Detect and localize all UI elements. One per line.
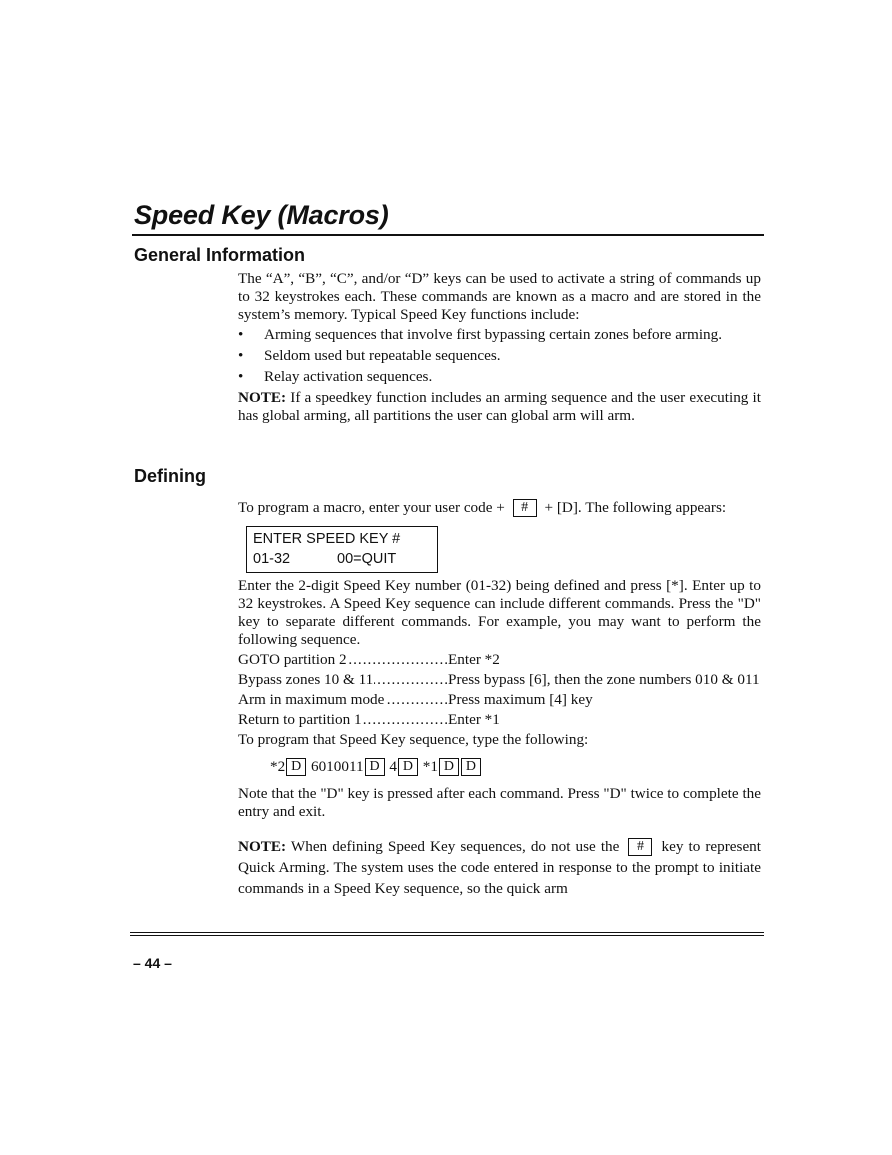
program-macro-text-end: + [D]. The following appears: — [540, 499, 727, 516]
display-line-2 — [253, 549, 431, 569]
sequence-row — [238, 671, 761, 689]
sequence-action: Arm in maximum mode — [238, 691, 385, 708]
speed-key-functions-list — [238, 326, 761, 386]
d-key: D — [461, 758, 481, 776]
footer-rule — [130, 935, 764, 936]
section-heading-general-information: General Information — [134, 245, 306, 265]
d-key-note-paragraph: Note that the "D" key is pressed after each command. Press "D" twice to complete the entry and exit. — [238, 785, 761, 820]
note-text: When defining Speed Key sequences, do not use the — [286, 838, 625, 855]
d-key: D — [286, 758, 306, 776]
footer-rule — [130, 932, 764, 933]
program-macro-text: To program a macro, enter your user code + — [238, 499, 509, 516]
type-following-paragraph: To program that Speed Key sequence, type the following: — [238, 731, 589, 748]
sequence-action: Return to partition 1 — [238, 711, 362, 728]
d-key: D — [439, 758, 459, 776]
sequence-row — [238, 651, 761, 669]
page-title: Speed Key (Macros) — [134, 200, 389, 230]
display-quit: 00=QUIT — [337, 551, 397, 567]
keyseq-text: *1 — [418, 758, 438, 775]
defining-section — [238, 496, 761, 899]
sequence-action: Bypass zones 10 & 11 — [238, 671, 374, 688]
sequence-entry: Press maximum [4] key — [448, 691, 593, 708]
general-intro-paragraph: The “A”, “B”, “C”, and/or “D” keys can be used to activate a string of commands up to 32 keystrokes each. These commands are known as a macro and are stored in the system’s memory. Typical Speed Key functions include: — [238, 270, 761, 323]
page-number: – 44 – — [133, 955, 172, 971]
list-item: • Seldom used but repeatable sequences. — [238, 347, 761, 365]
section-heading-defining: Defining — [134, 466, 206, 486]
sequence-entry: Enter *1 — [448, 711, 500, 728]
enter-speed-key-paragraph: Enter the 2-digit Speed Key number (01-32) being defined and press [*]. Enter up to 32 keystrokes. A Speed Key sequence can include different commands. Press the "D" key to separate different commands. For example, you may want to perform the following sequence. — [238, 577, 761, 648]
program-macro-paragraph — [238, 496, 761, 519]
keyseq-text: 4 — [385, 758, 397, 775]
quick-arming-note — [238, 836, 761, 899]
sequence-action: GOTO partition 2 — [238, 651, 347, 668]
list-item: • Arming sequences that involve first bypassing certain zones before arming. — [238, 326, 761, 344]
general-information-section — [238, 270, 761, 425]
note-text-end: key to represent Quick Arming. The system uses the code entered in response to the prompt to initiate commands in a Speed Key sequence, so the quick arm — [238, 838, 761, 897]
pound-key: # — [513, 499, 537, 517]
note-text: If a speedkey function includes an arming sequence and the user executing it has global arming, all partitions the user can global arm will arm. — [238, 389, 761, 424]
display-range: 01-32 — [253, 551, 291, 567]
sequence-row — [238, 711, 761, 729]
sequence-entry: Enter *2 — [448, 651, 500, 668]
list-item: • Relay activation sequences. — [238, 368, 761, 386]
pound-key: # — [628, 838, 652, 856]
sequence-entry: Press bypass [6], then the zone numbers 010 & 011 — [448, 671, 760, 688]
note-label: NOTE: — [238, 389, 287, 406]
display-line-1: ENTER SPEED KEY # — [253, 531, 401, 547]
sequence-row — [238, 691, 761, 709]
keypad-display — [246, 526, 438, 573]
key-sequence-example — [270, 758, 761, 776]
d-key: D — [365, 758, 385, 776]
global-arming-note — [238, 389, 761, 425]
note-label: NOTE: — [238, 838, 287, 855]
title-rule — [132, 234, 764, 236]
keyseq-text: *2 — [270, 758, 286, 775]
keyseq-text: 6010011 — [307, 758, 364, 775]
d-key: D — [398, 758, 418, 776]
